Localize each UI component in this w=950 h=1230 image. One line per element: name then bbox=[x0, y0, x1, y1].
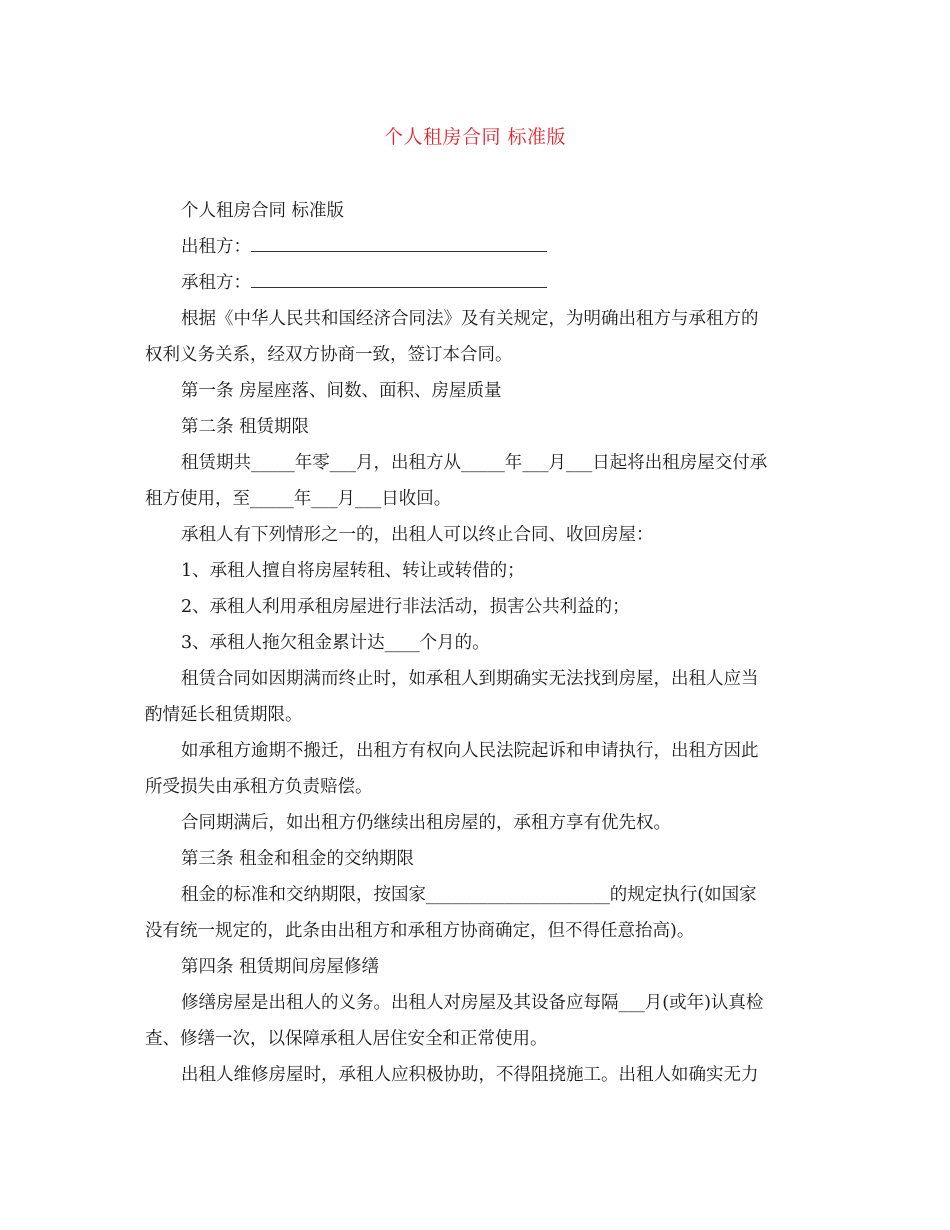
lease-term-line-2: 租方使用，至_____年___月___日收回。 bbox=[145, 489, 452, 509]
termination-item-1: 1、承租人擅自将房屋转租、转让或转借的； bbox=[181, 561, 525, 581]
intro-paragraph-line-2: 权利义务关系，经双方协商一致，签订本合同。 bbox=[145, 345, 513, 365]
overdue-paragraph-line-1: 如承租方逾期不搬迁，出租方有权向人民法院起诉和申请执行，出租方因此 bbox=[181, 741, 759, 761]
document-body bbox=[145, 193, 810, 1093]
lessor-label: 出租方： bbox=[181, 237, 251, 257]
lessee-field bbox=[145, 265, 810, 301]
priority-paragraph: 合同期满后，如出租方仍继续出租房屋的，承租方享有优先权。 bbox=[181, 813, 671, 833]
termination-intro: 承租人有下列情形之一的，出租人可以终止合同、收回房屋： bbox=[181, 525, 654, 545]
document-subtitle: 个人租房合同 标准版 bbox=[181, 201, 345, 221]
lessee-blank-line bbox=[251, 270, 547, 288]
lessor-field bbox=[145, 229, 810, 265]
expiry-paragraph-line-2: 酌情延长租赁期限。 bbox=[145, 705, 303, 725]
repair-paragraph-line-1: 修缮房屋是出租人的义务。出租人对房屋及其设备应每隔___月(或年)认真检 bbox=[181, 993, 764, 1013]
document-title: 个人租房合同 标准版 bbox=[383, 126, 567, 148]
termination-item-3: 3、承租人拖欠租金累计达____个月的。 bbox=[181, 633, 490, 653]
intro-paragraph-line-1: 根据《中华人民共和国经济合同法》及有关规定，为明确出租方与承租方的 bbox=[181, 309, 759, 329]
overdue-paragraph-line-2: 所受损失由承租方负责赔偿。 bbox=[145, 777, 373, 797]
article-4-heading: 第四条 租赁期间房屋修缮 bbox=[181, 957, 380, 977]
repair-paragraph-2-line-1: 出租人维修房屋时，承租人应积极协助，不得阻挠施工。出租人如确实无力 bbox=[181, 1065, 759, 1085]
rent-paragraph-line-1: 租金的标准和交纳期限，按国家_____________________的规定执行(如国家 bbox=[181, 885, 757, 905]
article-2-heading: 第二条 租赁期限 bbox=[181, 417, 310, 437]
repair-paragraph-line-2: 查、修缮一次，以保障承租人居住安全和正常使用。 bbox=[145, 1029, 548, 1049]
lessee-label: 承租方： bbox=[181, 273, 251, 293]
expiry-paragraph-line-1: 租赁合同如因期满而终止时，如承租人到期确实无法找到房屋，出租人应当 bbox=[181, 669, 759, 689]
termination-item-2: 2、承租人利用承租房屋进行非法活动，损害公共利益的； bbox=[181, 597, 630, 617]
lease-term-line-1: 租赁期共_____年零___月，出租方从_____年___月___日起将出租房屋交付承 bbox=[181, 453, 768, 473]
article-3-heading: 第三条 租金和租金的交纳期限 bbox=[181, 849, 415, 869]
lessor-blank-line bbox=[251, 234, 547, 252]
rent-paragraph-line-2: 没有统一规定的，此条由出租方和承租方协商确定，但不得任意抬高)。 bbox=[145, 921, 695, 941]
article-1-heading: 第一条 房屋座落、间数、面积、房屋质量 bbox=[181, 381, 502, 401]
